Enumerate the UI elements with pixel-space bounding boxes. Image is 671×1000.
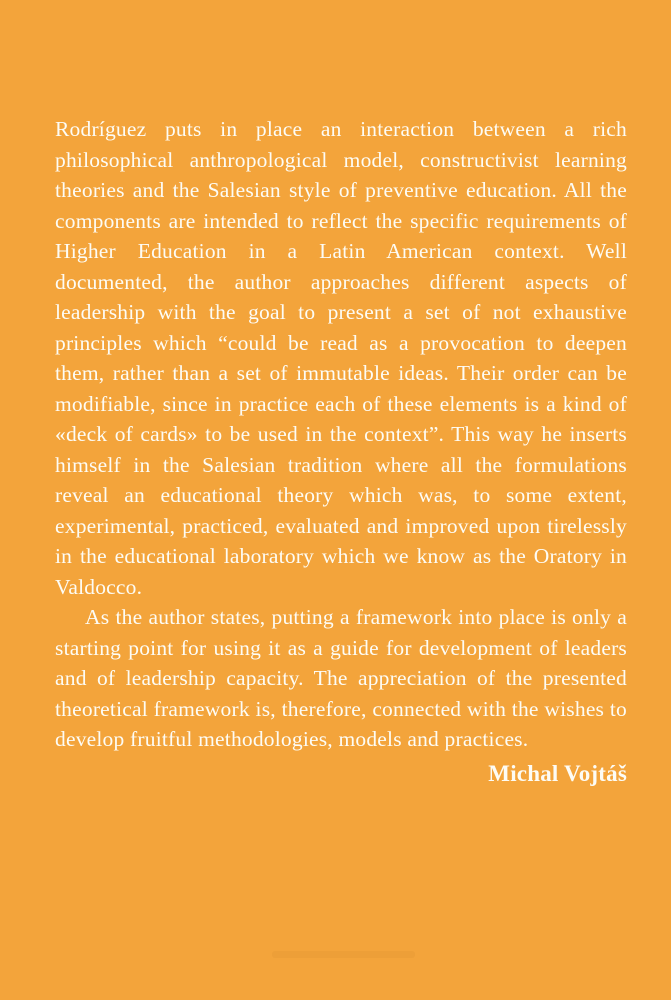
blurb-text-block	[55, 114, 627, 789]
blurb-paragraph-1: Rodríguez puts in place an interaction between a rich philosophical anthropological model, constructivist learning theories and the Salesian style of preventive education. All the components are intended to reflect the specific requirements of Higher Education in a Latin American context. Well documented, the author approaches different aspects of leadership with the goal to present a set of not exhaustive principles which “could be read as a provocation to deepen them, rather than a set of immutable ideas. Their order can be modifiable, since in practice each of these elements is a kind of «deck of cards» to be used in the context”. This way he inserts himself in the Salesian tradition where all the formulations reveal an educational theory which was, to some extent, experimental, practiced, evaluated and improved upon tirelessly in the educational laboratory which we know as the Oratory in Valdocco.	[55, 117, 627, 599]
faint-showthrough-mark	[272, 951, 415, 958]
author-signature: Michal Vojtáš	[488, 760, 627, 786]
blurb-paragraph-2: As the author states, putting a framework into place is only a starting point for using it as a guide for development of leaders and of leadership capacity. The appreciation of the presented theoretical framework is, therefore, connected with the wishes to develop fruitful methodologies, models and practices.	[55, 605, 627, 751]
